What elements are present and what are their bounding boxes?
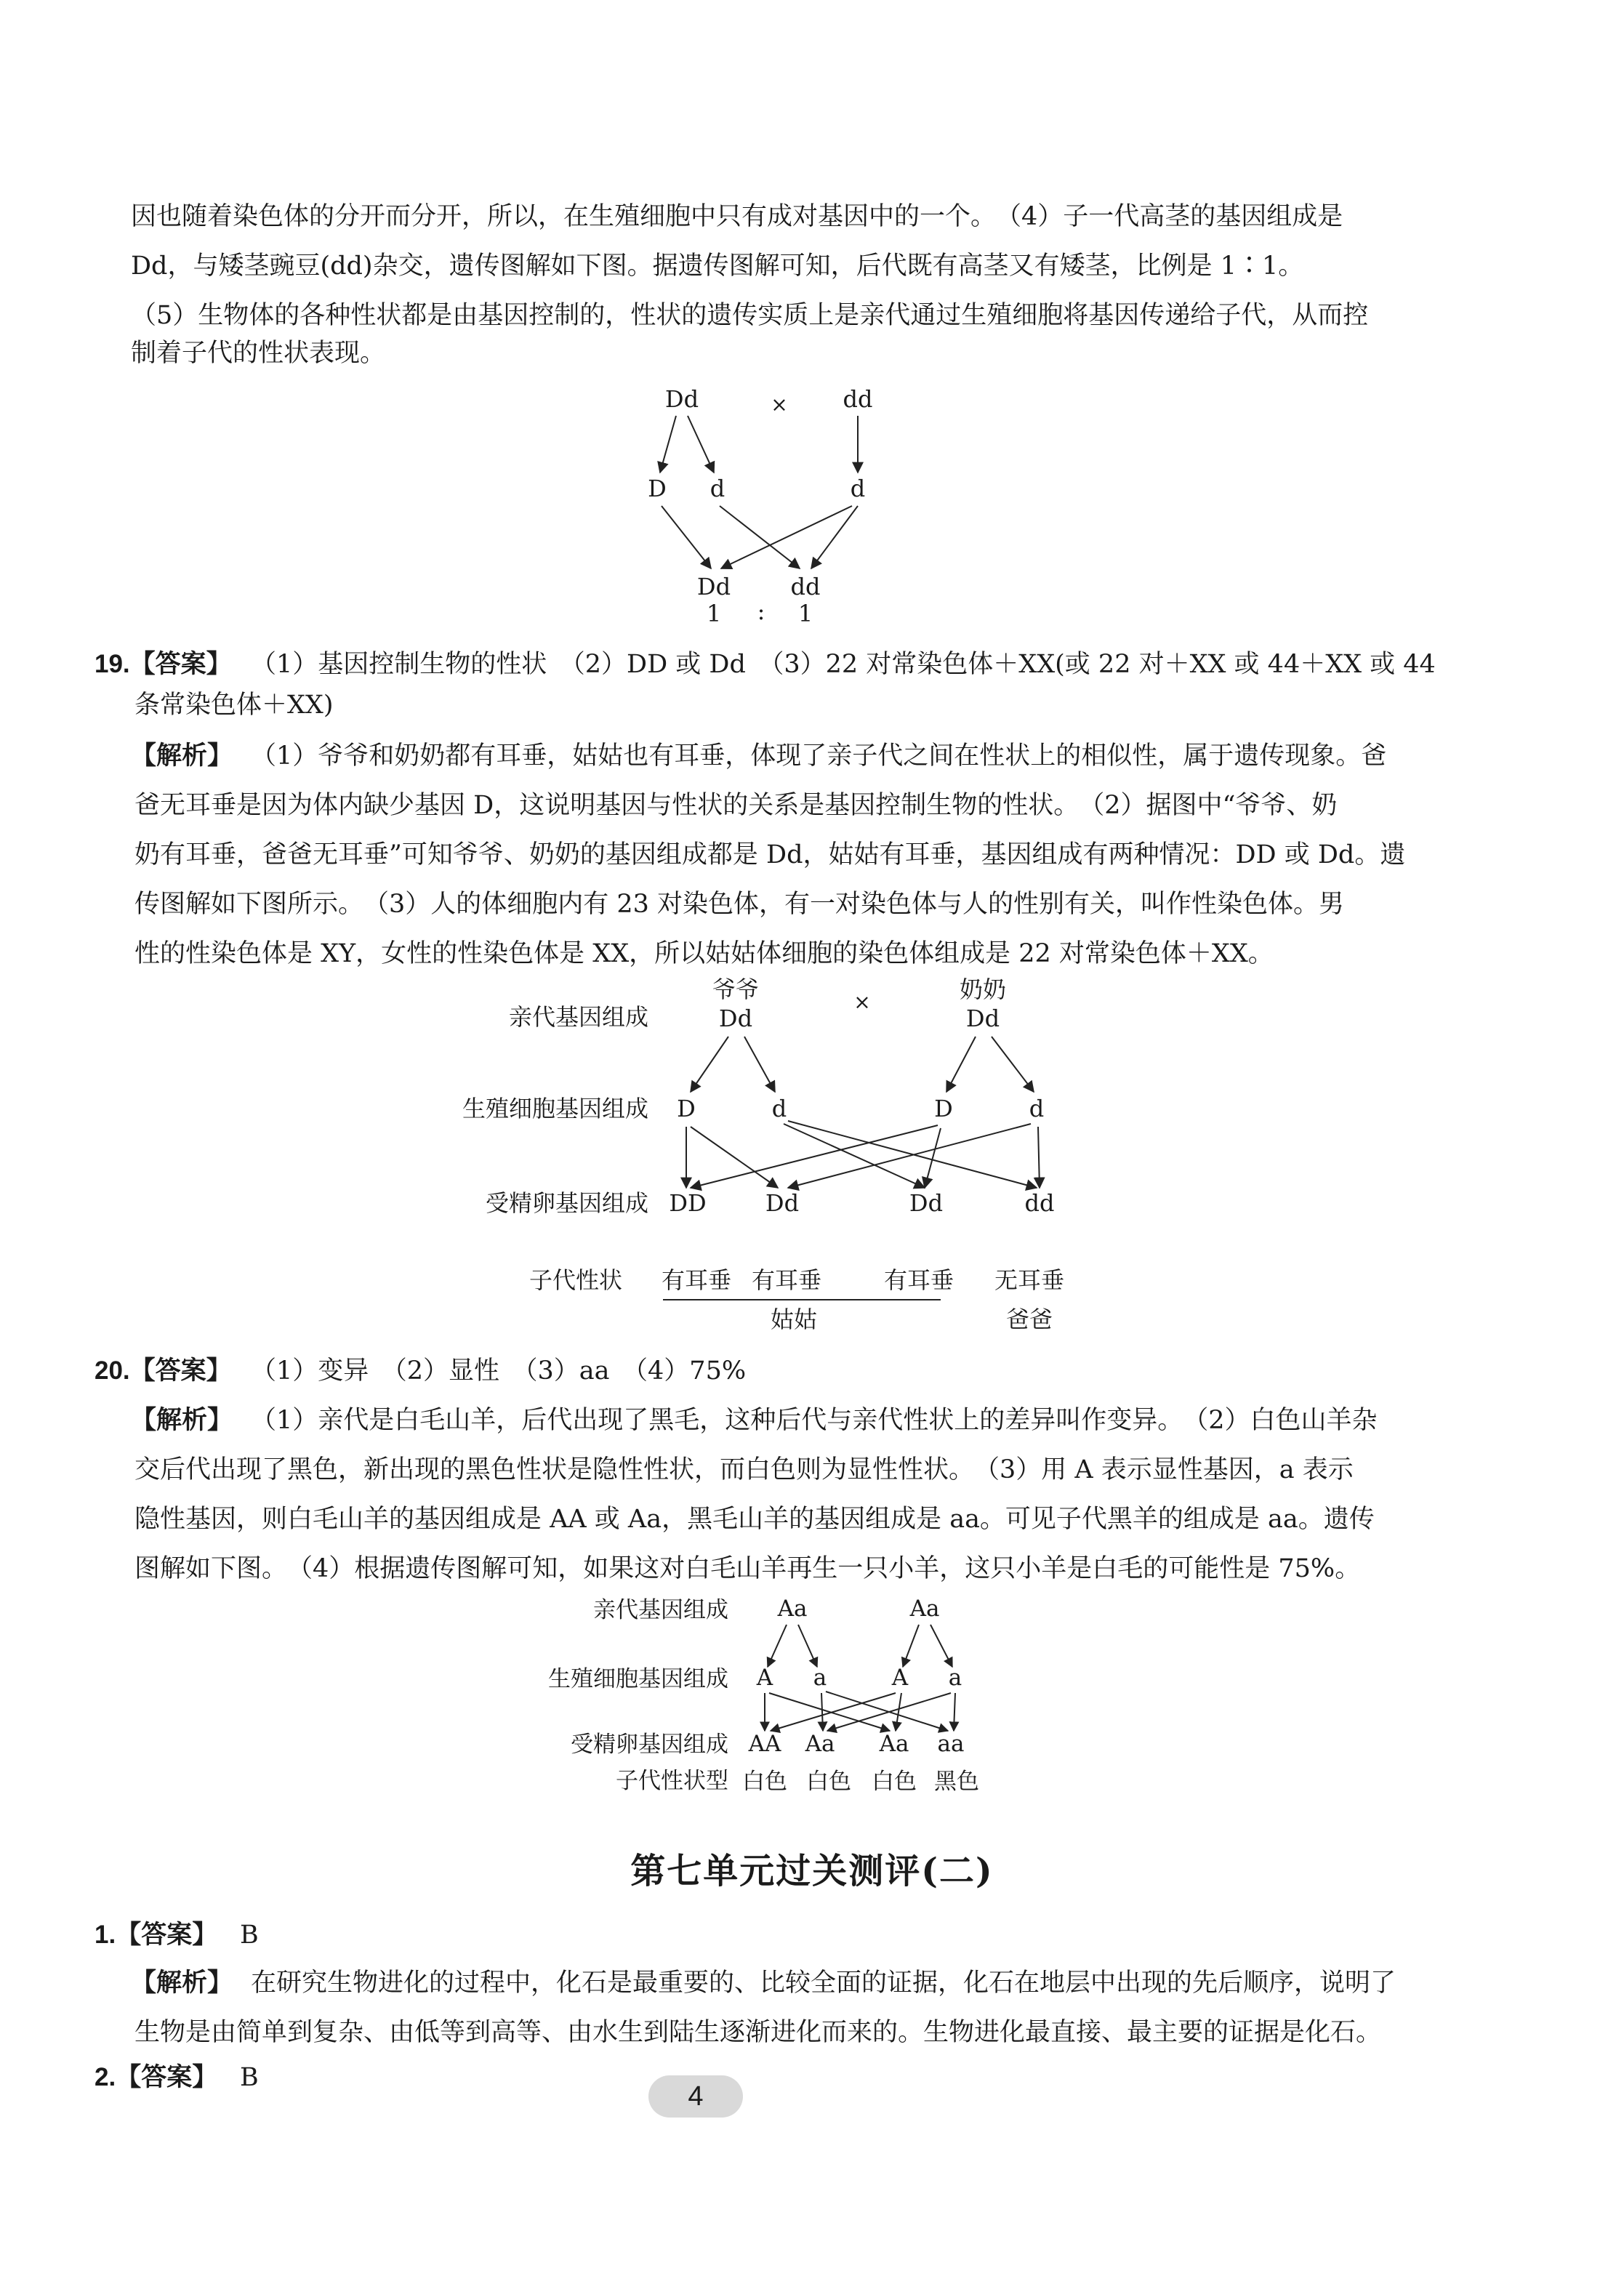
- q20-analysis-tag: 【解析】: [131, 1405, 233, 1435]
- q20-analysis-line-3: 隐性基因，则白毛山羊的基因组成是 AA 或 Aa，黑毛山羊的基因组成是 aa。可见子代黑羊的组成是 aa。遗传: [134, 1505, 1375, 1534]
- d3-arrow: [821, 1693, 823, 1731]
- d3-arrow: [896, 1693, 901, 1731]
- intro-line-2: Dd，与矮茎豌豆(dd)杂交，遗传图解如下图。据遗传图解可知，后代既有高茎又有矮茎，比例是 1∶1。: [131, 252, 1304, 281]
- d3-arrow: [930, 1625, 952, 1667]
- d1-gamete-d1: d: [710, 475, 725, 502]
- intro-line-4: 制着子代的性状表现。: [131, 339, 386, 368]
- d3-gamete-1: A: [756, 1665, 773, 1691]
- d2-arrow: [992, 1037, 1034, 1092]
- d2-gamete-1: D: [677, 1095, 696, 1122]
- q20-analysis-line-1: （1）亲代是白毛山羊，后代出现了黑毛，这种后代与亲代性状上的差异叫作变异。 （2）白色山羊杂: [251, 1406, 1378, 1435]
- s1-analysis-tag: 【解析】: [131, 1968, 233, 1998]
- d3-trait-1: 白色: [742, 1769, 787, 1795]
- d2-zygote-1: DD: [669, 1189, 707, 1217]
- d1-arrow: [811, 506, 858, 568]
- d3-row-parent-label: 亲代基因组成: [593, 1597, 728, 1623]
- q20-answer-tag: 【答案】: [129, 1356, 232, 1386]
- d1-offspring-Dd: Dd: [696, 573, 731, 600]
- d3-zygote-4: aa: [937, 1731, 965, 1757]
- d2-grandma: 奶奶: [959, 976, 1007, 1003]
- d3-row-trait-label: 子代性状型: [616, 1768, 728, 1794]
- page-number: 4: [648, 2075, 743, 2118]
- d2-zygote-4: dd: [1024, 1189, 1055, 1217]
- s2-number: 2.: [95, 2063, 116, 2091]
- d2-arrow: [744, 1037, 775, 1092]
- q19-number: 19.: [95, 650, 130, 678]
- d2-arrow: [946, 1037, 976, 1092]
- q19-analysis-line-5: 性的性染色体是 XY，女性的性染色体是 XX，所以姑姑体细胞的染色体组成是 22 对常染色体＋XX。: [134, 939, 1274, 968]
- q20-analysis-line-2: 交后代出现了黑色，新出现的黑色性状是隐性性状，而白色则为显性性状。 （3）用 A 表示显性基因，a 表示: [134, 1455, 1354, 1484]
- d3-gamete-3: A: [891, 1665, 909, 1691]
- d2-cross: ×: [853, 990, 871, 1014]
- s1-number: 1.: [95, 1921, 116, 1949]
- d3-arrow: [903, 1625, 919, 1667]
- d2-gamete-3: D: [934, 1095, 953, 1122]
- q20-analysis-line-4: 图解如下图。 （4）根据遗传图解可知，如果这对白毛山羊再生一只小羊，这只小羊是白毛的可能性是 75%。: [134, 1554, 1361, 1583]
- d3-gamete-4: a: [948, 1665, 962, 1691]
- d2-arrow: [691, 1037, 728, 1092]
- d2-gamete-4: d: [1029, 1095, 1045, 1122]
- s1-answer-label: [95, 1910, 217, 1960]
- d1-gamete-D: D: [648, 475, 667, 502]
- d3-trait-3: 白色: [872, 1769, 917, 1795]
- d2-arrow: [788, 1124, 1031, 1188]
- d3-parent-2: Aa: [909, 1596, 940, 1622]
- d3-arrow: [798, 1625, 817, 1667]
- d1-gamete-d2: d: [850, 475, 866, 502]
- d2-grandpa: 爷爷: [712, 976, 760, 1003]
- s1-answer-tag: 【答案】: [116, 1920, 218, 1950]
- d1-ratio-colon: :: [757, 598, 765, 625]
- d2-trait-2: 有耳垂: [751, 1266, 822, 1294]
- d2-zygote-2: Dd: [765, 1189, 800, 1217]
- d1-arrow: [660, 416, 676, 473]
- d3-arrow: [954, 1693, 955, 1731]
- genetic-diagram-2: [436, 967, 1163, 1345]
- q19-answer-line-1: （1）基因控制生物的性状 （2）DD 或 Dd （3）22 对常染色体＋XX(或 22 对＋XX 或 44＋XX 或 44: [251, 650, 1436, 679]
- d2-arrow: [691, 1127, 778, 1188]
- d3-trait-2: 白色: [806, 1769, 851, 1795]
- d3-row-zygote-label: 受精卵基因组成: [571, 1732, 728, 1758]
- q20-answer-line-1: （1）变异 （2）显性 （3）aa （4）75%: [251, 1356, 747, 1386]
- d3-zygote-2: Aa: [805, 1731, 835, 1757]
- d2-arrow: [1038, 1127, 1040, 1188]
- intro-line-1: 因也随着染色体的分开而分开，所以，在生殖细胞中只有成对基因中的一个。 （4）子一代高茎的基因组成是: [131, 202, 1343, 231]
- d2-dad: 爸爸: [1005, 1306, 1053, 1333]
- d2-row-trait-label: 子代性状: [528, 1266, 622, 1294]
- q20-number: 20.: [95, 1356, 130, 1385]
- d2-zygote-3: Dd: [909, 1189, 944, 1217]
- d1-offspring-dd: dd: [790, 573, 821, 600]
- d2-gamete-2: d: [771, 1095, 787, 1122]
- d2-parent-1: Dd: [718, 1005, 753, 1032]
- genetic-diagram-1: [618, 385, 909, 632]
- d2-trait-1: 有耳垂: [661, 1266, 732, 1294]
- d1-arrow: [662, 506, 711, 568]
- d1-parent-1: Dd: [664, 385, 699, 413]
- intro-line-3: （5）生物体的各种性状都是由基因控制的，性状的遗传实质上是亲代通过生殖细胞将基因传递给子代，从而控: [131, 301, 1369, 330]
- s1-analysis-line-1: 在研究生物进化的过程中，化石是最重要的、比较全面的证据，化石在地层中出现的先后顺序，说明了: [251, 1969, 1396, 1998]
- d2-row-parent-label: 亲代基因组成: [508, 1003, 648, 1031]
- d3-arrow: [768, 1625, 787, 1667]
- d2-trait-4: 无耳垂: [994, 1266, 1065, 1294]
- d2-arrow: [691, 1125, 938, 1188]
- d3-zygote-1: AA: [748, 1731, 781, 1757]
- d3-gamete-2: a: [813, 1665, 827, 1691]
- s1-answer: B: [240, 1921, 259, 1950]
- d3-parent-1: Aa: [777, 1596, 808, 1622]
- q19-analysis-line-1: （1）爷爷和奶奶都有耳垂，姑姑也有耳垂，体现了亲子代之间在性状上的相似性，属于遗传现象。爸: [251, 741, 1387, 771]
- d3-trait-4: 黑色: [934, 1769, 979, 1795]
- d1-ratio-2: 1: [797, 600, 813, 627]
- d2-row-gamete-label: 生殖细胞基因组成: [462, 1095, 648, 1122]
- q19-answer-line-2: 条常染色体＋XX): [134, 691, 334, 720]
- s2-answer-label: [95, 2053, 217, 2102]
- d2-trait-3: 有耳垂: [883, 1266, 954, 1294]
- q20-answer-label: [95, 1346, 232, 1396]
- d3-row-gamete-label: 生殖细胞基因组成: [548, 1666, 728, 1692]
- d1-ratio-1: 1: [706, 600, 722, 627]
- d1-parent-2: dd: [843, 385, 873, 413]
- q19-analysis-line-4: 传图解如下图所示。 （3）人的体细胞内有 23 对染色体，有一对染色体与人的性别有关，叫作性染色体。男: [134, 890, 1345, 919]
- d2-aunt: 姑姑: [770, 1306, 818, 1333]
- s1-analysis-line-2: 生物是由简单到复杂、由低等到高等、由水生到陆生逐渐进化而来的。生物进化最直接、最主要的证据是化石。: [134, 2018, 1382, 2047]
- d3-zygote-3: Aa: [879, 1731, 909, 1757]
- q19-analysis-tag: 【解析】: [131, 741, 233, 771]
- d1-arrow: [688, 416, 714, 473]
- section-title: 第七单元过关测评(二): [630, 1851, 994, 1891]
- d1-cross: ×: [771, 393, 788, 417]
- q19-answer-tag: 【答案】: [129, 649, 232, 679]
- d2-row-zygote-label: 受精卵基因组成: [485, 1189, 648, 1217]
- q19-analysis-line-2: 爸无耳垂是因为体内缺少基因 D，这说明基因与性状的关系是基因控制生物的性状。 （2）据图中“爷爷、奶: [134, 791, 1338, 820]
- q19-analysis-line-3: 奶有耳垂，爸爸无耳垂”可知爷爷、奶奶的基因组成都是 Dd，姑姑有耳垂，基因组成有两种情况：DD 或 Dd。遗: [134, 840, 1406, 869]
- s2-answer-tag: 【答案】: [116, 2062, 218, 2092]
- s2-answer: B: [240, 2063, 259, 2092]
- genetic-diagram-3: [509, 1588, 1018, 1806]
- d2-parent-2: Dd: [965, 1005, 1000, 1032]
